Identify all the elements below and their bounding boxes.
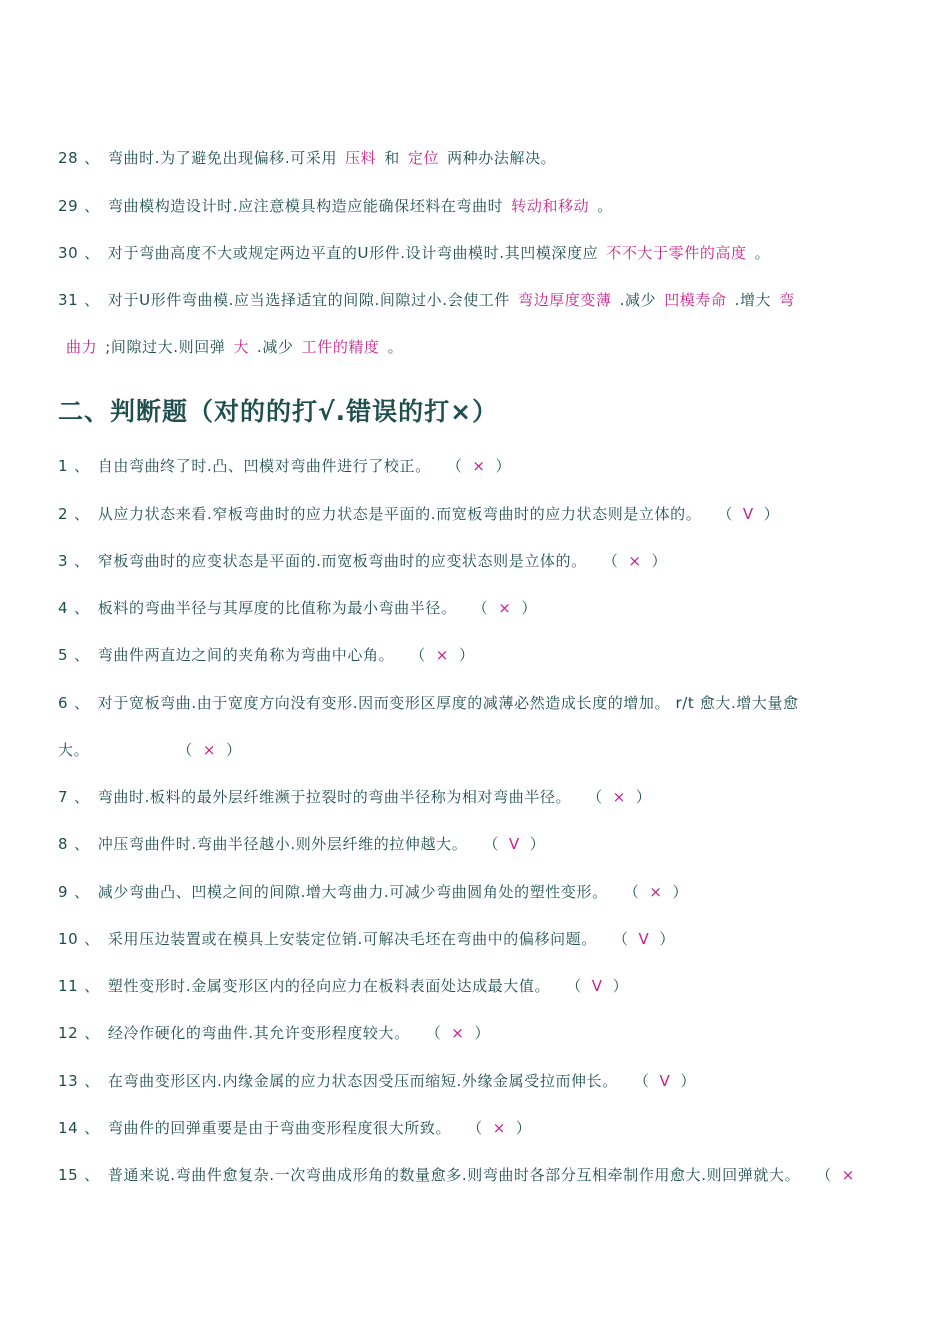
section-title: 二、判断题（对的的打√.错误的打×） — [58, 397, 499, 426]
fill-question-line — [58, 243, 910, 263]
judgement-question-line — [58, 645, 910, 665]
answer-text: 曲力 — [66, 338, 98, 356]
question-separator: 、 — [74, 883, 90, 901]
question-separator: 、 — [84, 1072, 100, 1090]
question-text: 对于U形件弯曲模.应当选择适宜的间隙.间隙过小.会使工件 — [107, 291, 510, 309]
answer-mark: × — [451, 1024, 465, 1042]
answer-mark: × — [628, 552, 642, 570]
close-paren: ） — [458, 646, 475, 664]
close-paren: ） — [651, 552, 668, 570]
judgement-question-line — [58, 693, 910, 713]
question-separator: 、 — [74, 552, 90, 570]
question-number: 10 — [58, 930, 79, 948]
open-paren: （ — [566, 977, 582, 995]
answer-text: 工件的精度 — [301, 338, 380, 356]
judgement-question-line — [58, 456, 910, 476]
judgement-question-line — [58, 551, 910, 571]
answer-mark: × — [498, 599, 512, 617]
open-paren: （ — [612, 930, 629, 948]
answer-bracket — [816, 1165, 865, 1185]
question-number: 5 — [58, 646, 69, 664]
question-text: 塑性变形时.金属变形区内的径向应力在板料表面处达成最大值。 — [107, 977, 551, 995]
judgement-question-line — [58, 976, 910, 996]
judgement-question-line — [58, 882, 910, 902]
answer-mark: V — [742, 505, 754, 523]
question-number: 15 — [58, 1166, 79, 1184]
question-text: 弯曲件两直边之间的夹角称为弯曲中心角。 — [97, 646, 395, 664]
open-paren: （ — [483, 835, 499, 853]
answer-bracket — [447, 456, 511, 476]
answer-bracket — [603, 551, 667, 571]
judgement-question-line — [58, 504, 910, 524]
question-separator: 、 — [74, 457, 90, 475]
question-separator: 、 — [74, 835, 90, 853]
answer-bracket — [410, 645, 474, 665]
answer-bracket — [634, 1071, 696, 1091]
answer-bracket — [426, 1023, 490, 1043]
open-paren: （ — [623, 883, 640, 901]
fill-question-line — [58, 148, 910, 168]
question-number: 11 — [58, 977, 79, 995]
judgement-question-line — [58, 834, 910, 854]
open-paren: （ — [717, 505, 733, 523]
question-number: 30 — [58, 244, 79, 262]
question-number: 29 — [58, 197, 79, 215]
answer-mark: V — [659, 1072, 671, 1090]
question-text: 减少弯曲凸、凹模之间的间隙.增大弯曲力.可减少弯曲圆角处的塑性变形。 — [97, 883, 608, 901]
answer-bracket — [177, 740, 241, 760]
question-text: .减少 — [257, 338, 294, 356]
open-paren: （ — [446, 457, 463, 475]
question-separator: 、 — [84, 977, 100, 995]
open-paren: （ — [816, 1166, 832, 1184]
judgement-question-line — [58, 740, 910, 760]
question-text: 。 — [387, 338, 404, 356]
answer-mark: V — [638, 930, 650, 948]
question-separator: 、 — [84, 244, 100, 262]
answer-text: 转动和移动 — [511, 197, 590, 215]
judgement-question-line — [58, 598, 910, 618]
answer-bracket — [566, 976, 628, 996]
close-paren: ） — [529, 835, 546, 853]
question-text: .减少 — [619, 291, 657, 309]
close-paren: ） — [225, 741, 242, 759]
question-separator: 、 — [74, 599, 90, 617]
question-number: 9 — [58, 883, 69, 901]
question-text: 和 — [384, 149, 400, 167]
question-separator: 、 — [84, 930, 100, 948]
judgement-question-line — [58, 787, 910, 807]
open-paren: （ — [410, 646, 426, 664]
judgement-question-line — [58, 929, 910, 949]
question-text: 弯曲时.为了避免出现偏移.可采用 — [107, 149, 338, 167]
question-text: 从应力状态来看.窄板弯曲时的应力状态是平面的.而宽板弯曲时的应力状态则是立体的。 — [97, 505, 702, 523]
judgement-question-line — [58, 1118, 910, 1138]
answer-bracket — [467, 1118, 531, 1138]
answer-mark: × — [841, 1166, 855, 1184]
answer-mark: × — [649, 883, 663, 901]
close-paren: ） — [763, 505, 780, 523]
judgement-question-line — [58, 1071, 910, 1091]
question-separator: 、 — [84, 197, 100, 215]
question-number: 13 — [58, 1072, 79, 1090]
question-number: 2 — [58, 505, 69, 523]
question-text: 两种办法解决。 — [447, 149, 557, 167]
close-paren: ） — [515, 1119, 532, 1137]
open-paren: （ — [467, 1119, 483, 1137]
close-paren: ） — [495, 457, 512, 475]
fill-question-line — [58, 290, 910, 310]
answer-text: 定位 — [407, 149, 440, 167]
question-text: 大。 — [58, 741, 90, 759]
question-text: 对于弯曲高度不大或规定两边平直的U形件.设计弯曲模时.其凹模深度应 — [107, 244, 599, 262]
answer-bracket — [473, 598, 537, 618]
close-paren: ） — [474, 1024, 491, 1042]
answer-bracket — [483, 834, 545, 854]
answer-bracket — [613, 929, 675, 949]
question-number: 8 — [58, 835, 69, 853]
open-paren: （ — [602, 552, 619, 570]
question-text: 弯曲模构造设计时.应注意模具构造应能确保坯料在弯曲时 — [107, 197, 504, 215]
question-number: 1 — [58, 457, 69, 475]
question-text: 。 — [597, 197, 613, 215]
answer-mark: × — [492, 1119, 506, 1137]
question-text: 普通来说.弯曲件愈复杂.一次弯曲成形角的数量愈多.则弯曲时各部分互相牵制作用愈大.则回弹就大。 — [107, 1166, 801, 1184]
question-text: 冲压弯曲件时.弯曲半径越小.则外层纤维的拉伸越大。 — [97, 835, 468, 853]
close-paren: ） — [672, 883, 689, 901]
question-separator: 、 — [84, 1166, 100, 1184]
question-separator: 、 — [74, 788, 90, 806]
judgement-question-line — [58, 1023, 910, 1043]
answer-mark: × — [202, 741, 216, 759]
question-text: 在弯曲变形区内.内缘金属的应力状态因受压而缩短.外缘金属受拉而伸长。 — [107, 1072, 618, 1090]
question-text: 对于宽板弯曲.由于宽度方向没有变形.因而变形区厚度的减薄必然造成长度的增加。 r/t 愈大.增大量愈 — [97, 694, 799, 712]
answer-mark: V — [591, 977, 603, 995]
answer-text: 凹模寿命 — [664, 291, 727, 309]
answer-text: 大 — [233, 338, 250, 356]
open-paren: （ — [425, 1024, 442, 1042]
question-text: 经冷作硬化的弯曲件.其允许变形程度较大。 — [107, 1024, 410, 1042]
question-number: 6 — [58, 694, 69, 712]
fill-question-line — [58, 196, 910, 216]
question-text: 窄板弯曲时的应变状态是平面的.而宽板弯曲时的应变状态则是立体的。 — [97, 552, 587, 570]
question-separator: 、 — [84, 291, 100, 309]
fill-question-line — [58, 337, 910, 357]
close-paren: ） — [612, 977, 629, 995]
answer-bracket — [587, 787, 651, 807]
question-text: 自由弯曲终了时.凸、凹模对弯曲件进行了校正。 — [97, 457, 431, 475]
open-paren: （ — [587, 788, 603, 806]
open-paren: （ — [633, 1072, 650, 1090]
close-paren: ） — [635, 788, 652, 806]
question-text: ;间隙过大.则回弹 — [105, 338, 226, 356]
judgement-question-line — [58, 1165, 910, 1185]
answer-bracket — [717, 504, 779, 524]
question-text: .增大 — [734, 291, 772, 309]
question-separator: 、 — [74, 505, 90, 523]
answer-text: 不不大于零件的高度 — [606, 244, 747, 262]
open-paren: （ — [472, 599, 489, 617]
answer-mark: × — [472, 457, 486, 475]
question-text: 弯曲时.板料的最外层纤维濒于拉裂时的弯曲半径称为相对弯曲半径。 — [97, 788, 572, 806]
question-text: 弯曲件的回弹重要是由于弯曲变形程度很大所致。 — [107, 1119, 452, 1137]
answer-text: 弯 — [779, 291, 795, 309]
close-paren: ） — [521, 599, 537, 617]
question-number: 14 — [58, 1119, 79, 1137]
question-number: 31 — [58, 291, 79, 309]
question-number: 28 — [58, 149, 79, 167]
question-number: 3 — [58, 552, 69, 570]
answer-mark: × — [612, 788, 626, 806]
question-separator: 、 — [84, 1119, 100, 1137]
question-separator: 、 — [74, 646, 90, 664]
answer-mark: × — [435, 646, 449, 664]
close-paren: ） — [680, 1072, 696, 1090]
open-paren: （ — [177, 741, 193, 759]
question-number: 7 — [58, 788, 69, 806]
answer-text: 弯边厚度变薄 — [518, 291, 612, 309]
question-text: 板料的弯曲半径与其厚度的比值称为最小弯曲半径。 — [97, 599, 457, 617]
answer-bracket — [624, 882, 688, 902]
close-paren: ） — [659, 930, 675, 948]
question-text: 。 — [754, 244, 771, 262]
question-separator: 、 — [84, 1024, 100, 1042]
question-number: 4 — [58, 599, 69, 617]
question-number: 12 — [58, 1024, 79, 1042]
question-text: 采用压边装置或在模具上安装定位销.可解决毛坯在弯曲中的偏移问题。 — [107, 930, 597, 948]
answer-text: 压料 — [345, 149, 377, 167]
question-separator: 、 — [74, 694, 90, 712]
answer-mark: V — [508, 835, 520, 853]
question-separator: 、 — [84, 149, 100, 167]
